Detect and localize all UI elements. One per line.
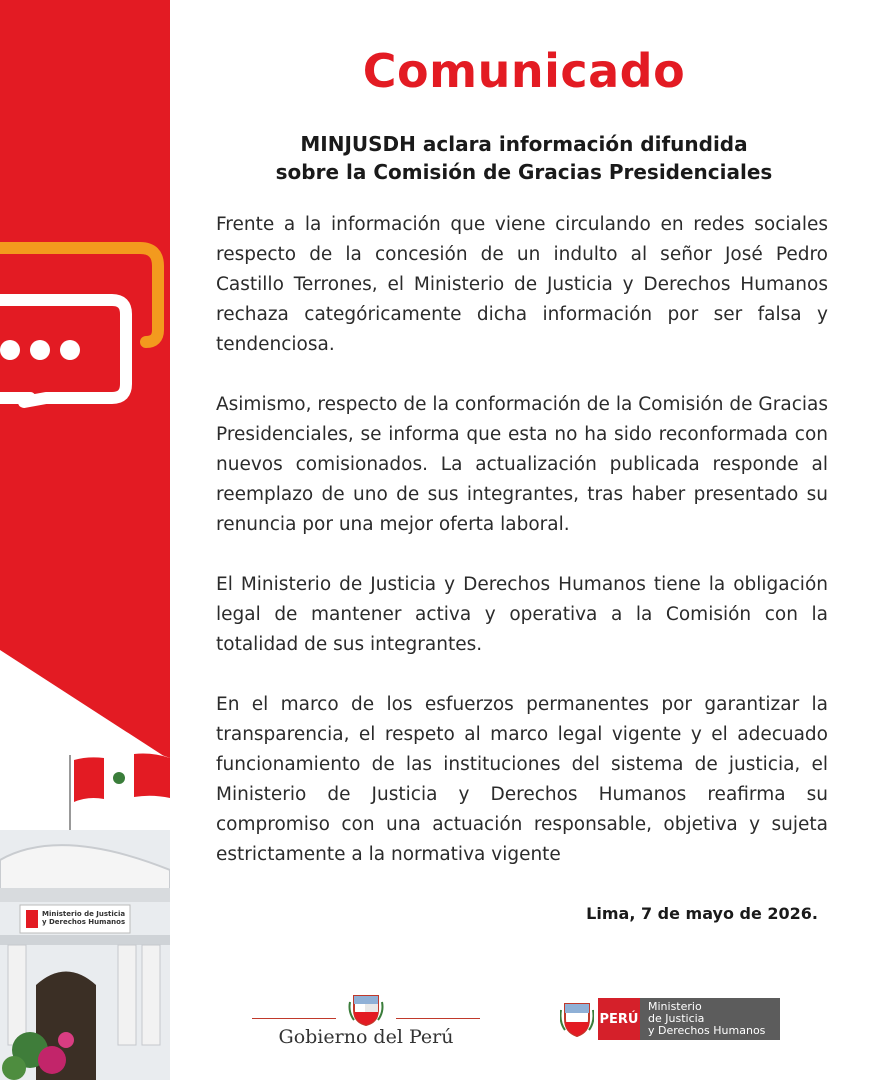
statement-body xyxy=(216,210,828,900)
ministry-label-box xyxy=(640,998,780,1040)
ministry-line-3: y Derechos Humanos xyxy=(648,1024,766,1037)
page-title: Comunicado xyxy=(362,44,686,98)
logo-line-right xyxy=(396,1018,480,1019)
paragraph-2: Asimismo, respecto de la conformación de la Comisión de Gracias Presidenciales, se informa que esta no ha sido reconformada con nuevos comisionados. La actualización publicada responde al reemplazo de uno de sus integrantes, tras haber presentado su renuncia por una mejor oferta laboral. xyxy=(216,394,828,535)
ministry-building-image xyxy=(0,830,170,1080)
gobierno-del-peru-logo xyxy=(252,990,480,1050)
paragraph-4: En el marco de los esfuerzos permanentes por garantizar la transparencia, el respeto al marco legal vigente y el adecuado funcionamiento de las instituciones del sistema de justicia, el Ministerio de Justicia y Derechos Humanos reafirma su compromiso con una actuación responsable, objetiva y sujeta estrictamente a la normativa vigente xyxy=(216,694,828,865)
ministry-logo xyxy=(560,996,782,1042)
gobierno-del-peru-text: Gobierno del Perú xyxy=(278,1026,454,1048)
red-band-shape xyxy=(0,0,170,760)
subtitle-line-1: MINJUSDH aclara información difundida xyxy=(300,132,748,156)
peru-label-box: PERÚ xyxy=(598,998,640,1040)
paragraph-1: Frente a la información que viene circulando en redes sociales respecto de la concesión de un indulto al señor José Pedro Castillo Terrones, el Ministerio de Justicia y Derechos Humanos rechaza categóricamente dicha información por ser falsa y tendenciosa. xyxy=(216,214,828,355)
building-sign-line1: Ministerio de Justicia xyxy=(42,910,126,918)
building-sign-line2: y Derechos Humanos xyxy=(42,918,126,926)
ministry-line-2: de Justicia xyxy=(648,1012,705,1025)
logo-line-left xyxy=(252,1018,336,1019)
peru-coat-of-arms-icon xyxy=(348,992,384,1026)
page-subtitle xyxy=(170,130,878,186)
statement-date: Lima, 7 de mayo de 2026. xyxy=(586,904,818,923)
paragraph-3: El Ministerio de Justicia y Derechos Humanos tiene la obligación legal de mantener activa y operativa a la Comisión con la totalidad de sus integrantes. xyxy=(216,574,828,655)
side-decorative-band xyxy=(0,0,170,1080)
ministry-line-1: Ministerio xyxy=(648,1000,702,1013)
peru-flag-icon xyxy=(70,754,170,831)
ministry-coat-of-arms-icon xyxy=(560,1000,594,1038)
subtitle-line-2: sobre la Comisión de Gracias Presidenciales xyxy=(275,160,773,184)
